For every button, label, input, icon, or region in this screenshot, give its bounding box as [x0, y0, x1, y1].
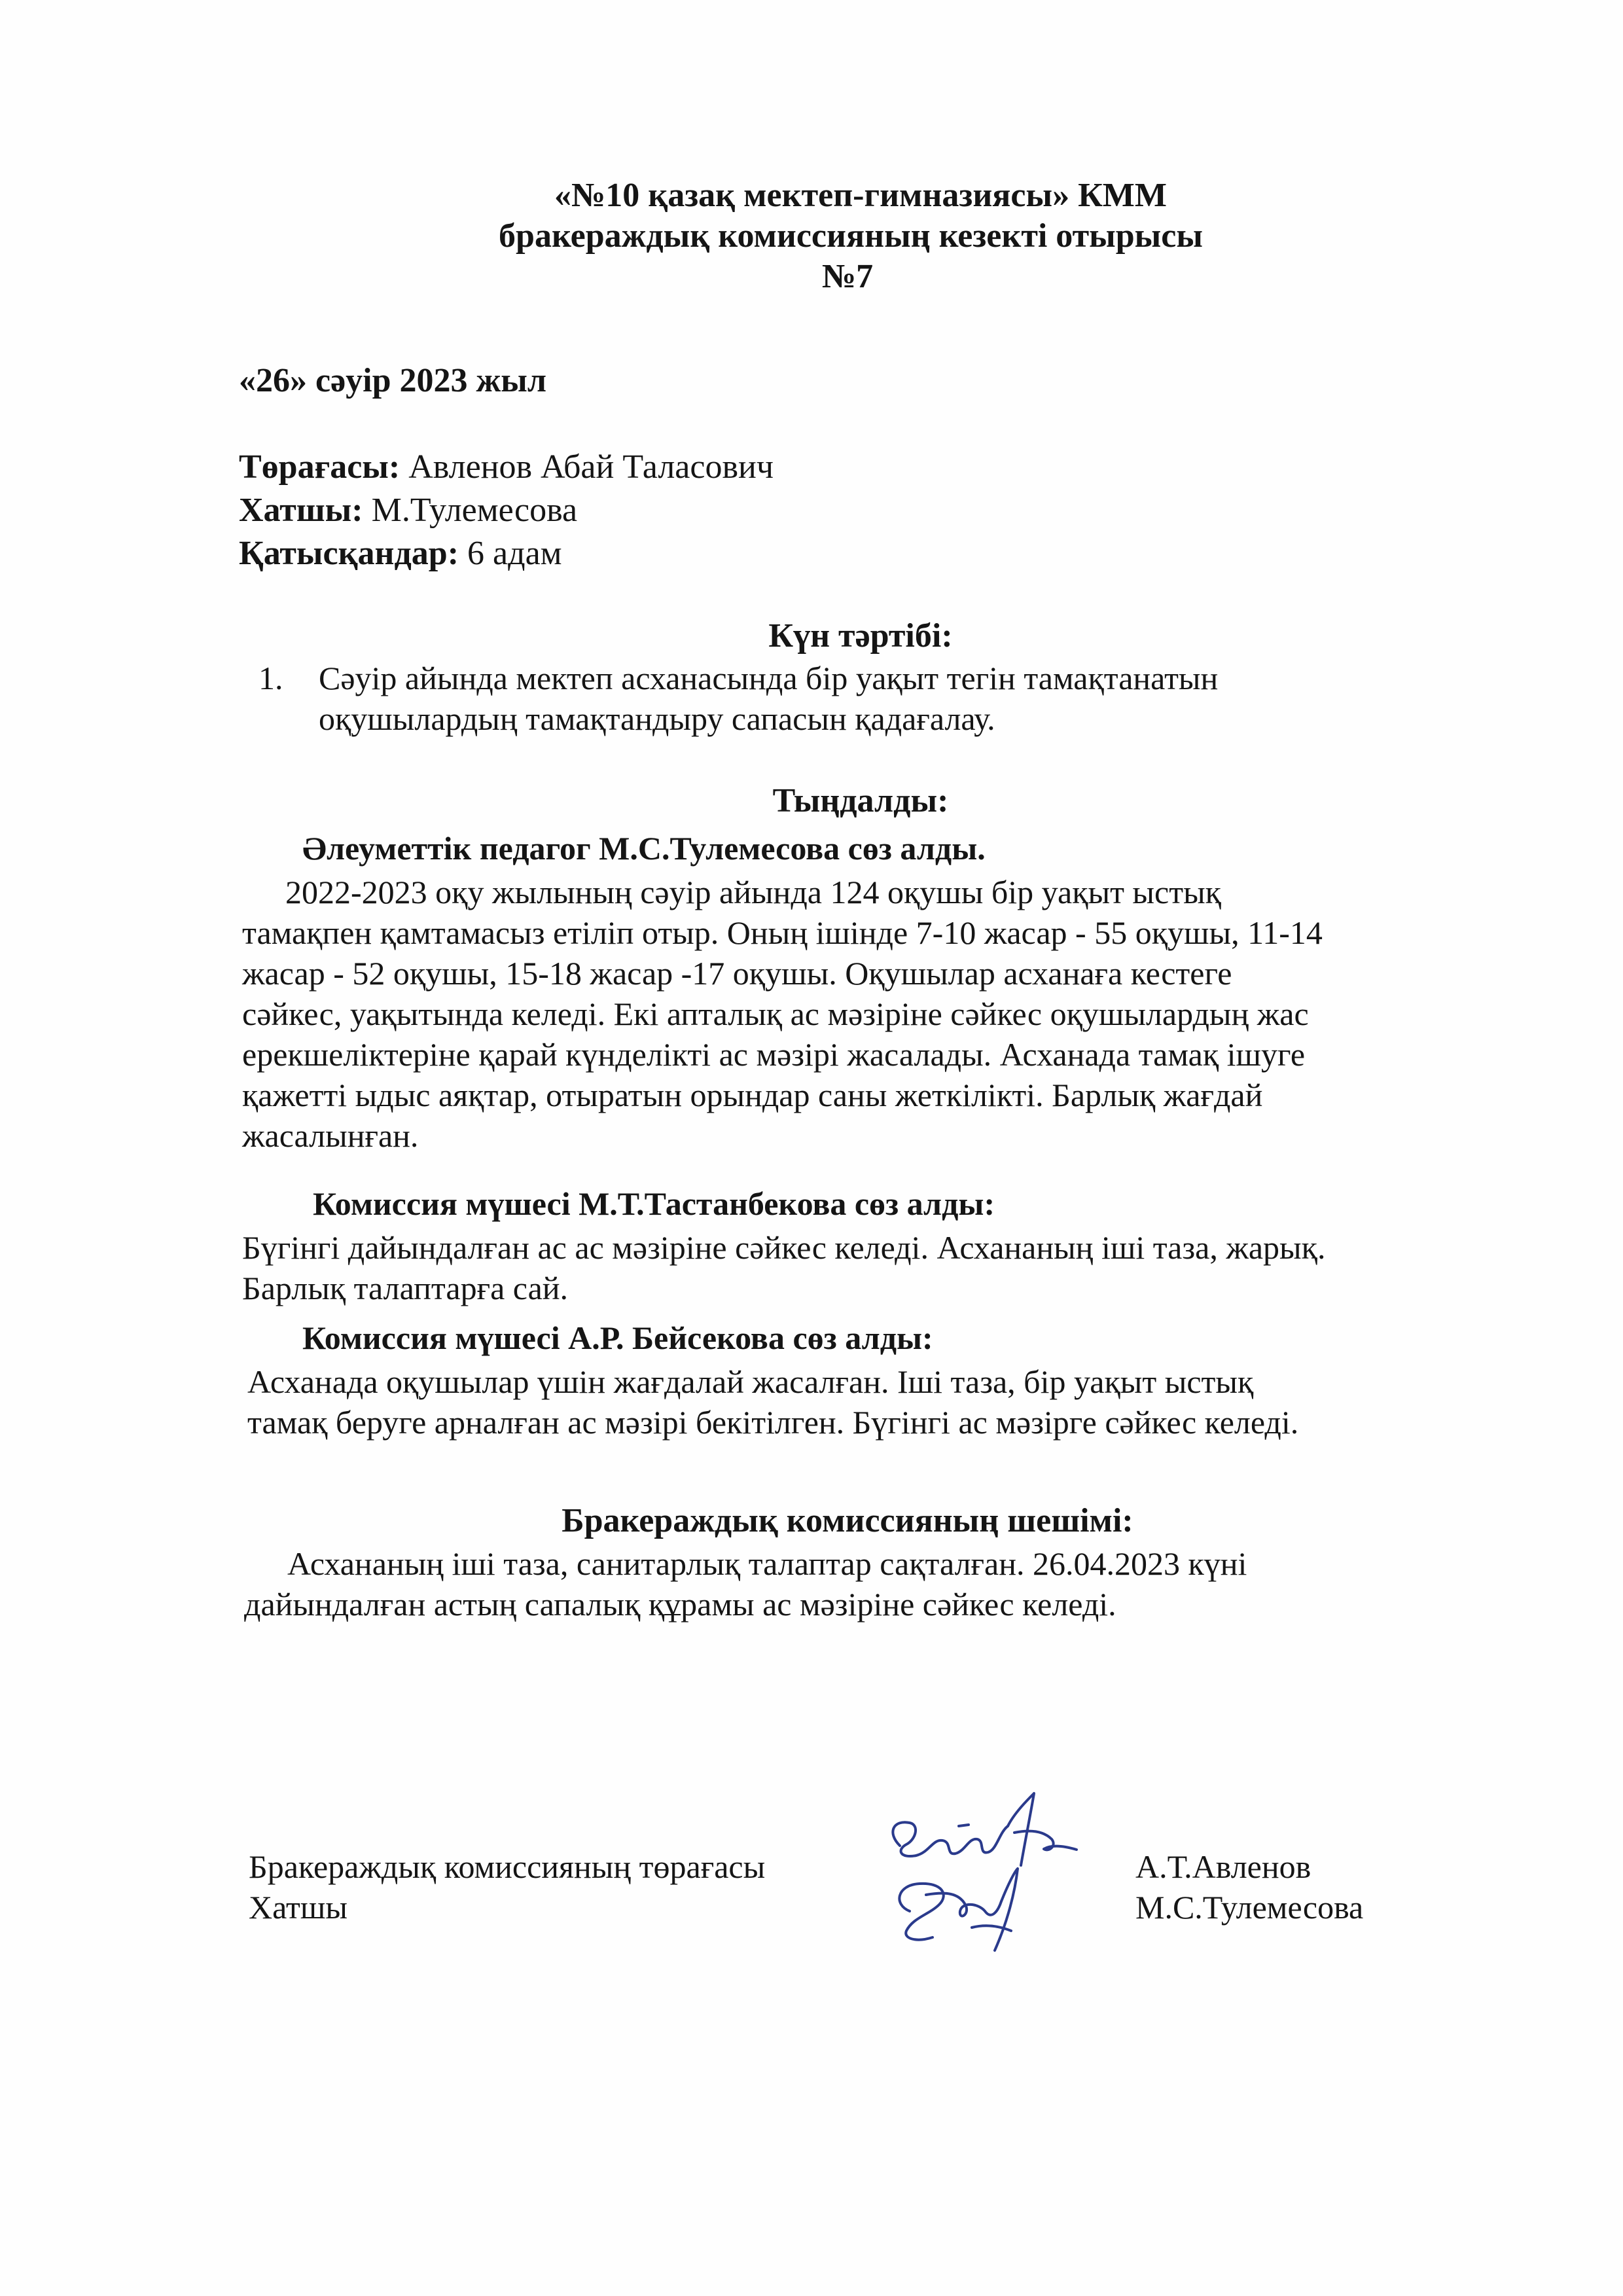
paragraph-line: тамақ беруге арналған ас мәзірі бекітілген. Бүгінгі ас мәзірге сәйкес келеді. [247, 1404, 1299, 1441]
agenda-heading: Күн тәртібі: [768, 617, 953, 655]
secretary-value: М.Тулемесова [371, 492, 578, 529]
secretary-signature-image [887, 1865, 1044, 1957]
paragraph-line: Барлық талаптарға сай. [242, 1270, 569, 1306]
meeting-title: бракераждық комиссияның кезекті отырысы [499, 217, 1203, 255]
heard-heading: Тыңдалды: [772, 782, 949, 819]
agenda-item-text [319, 658, 1218, 739]
paragraph-line: сәйкес, уақытында келеді. Екі апталық ас мәзіріне сәйкес оқушылардың жас [242, 996, 1309, 1032]
meeting-number: №7 [821, 258, 874, 295]
participants-line [239, 533, 562, 575]
agenda-item-line: Сәуір айында мектеп асханасында бір уақыт тегін тамақтанатын [319, 660, 1219, 696]
document-header [0, 175, 1623, 297]
paragraph-line: қажетті ыдыс аяқтар, отыратын орындар саны жеткілікті. Барлық жағдай [242, 1077, 1263, 1113]
participants-value: 6 адам [467, 535, 562, 572]
secretary-name: М.С.Тулемесова [1135, 1889, 1364, 1926]
paragraph-line: 2022-2023 оқу жылының сәуір айында 124 оқушы бір уақыт ыстық [285, 874, 1221, 910]
chair-value: Авленов Абай Таласович [408, 448, 774, 486]
paragraph-line: жасалынған. [242, 1117, 419, 1154]
speaker-title: Комиссия мүшесі А.Р. Бейсекова сөз алды: [302, 1319, 933, 1356]
speaker-title: Комиссия мүшесі М.Т.Тастанбекова сөз алды: [313, 1185, 995, 1222]
chair-name: А.Т.Авленов [1135, 1848, 1311, 1885]
paragraph-line: Бүгінгі дайындалған ас ас мәзіріне сәйкес келеді. Асхананың іші таза, жарық. [242, 1229, 1326, 1266]
paragraph-line: дайындалған астың сапалық құрамы ас мәзіріне сәйкес келеді. [244, 1586, 1116, 1623]
decision-heading: Бракераждық комиссияның шешімі: [562, 1502, 1133, 1539]
paragraph-line: жасар - 52 оқушы, 15-18 жасар -17 оқушы. Оқушылар асханаға кестеге [242, 955, 1232, 992]
organization-title: «№10 қазақ мектеп-гимназиясы» КММ [554, 177, 1167, 214]
chair-line [239, 446, 774, 488]
speaker-text [242, 872, 1323, 1156]
chair-label: Төрағасы: [239, 448, 401, 486]
participants-label: Қатысқандар: [239, 535, 459, 572]
speaker-text [242, 1227, 1325, 1308]
paragraph-line: Асханада оқушылар үшін жағдалай жасалған. Іші таза, бір уақыт ыстық [247, 1363, 1254, 1400]
paragraph-line: тамақпен қамтамасыз етіліп отыр. Оның ішінде 7-10 жасар - 55 оқушы, 11-14 [242, 914, 1323, 951]
secretary-role: Хатшы [249, 1889, 348, 1926]
decision-text [244, 1543, 1247, 1624]
paragraph-line: ерекшеліктеріне қарай күнделікті ас мәзірі жасалады. Асханада тамақ ішуге [242, 1036, 1306, 1073]
secretary-line [239, 490, 577, 531]
chair-role: Бракераждық комиссияның төрағасы [249, 1848, 766, 1885]
meeting-date: «26» сәуір 2023 жыл [239, 362, 547, 399]
paragraph-line: Асхананың іші таза, санитарлық талаптар сақталған. 26.04.2023 күні [287, 1545, 1247, 1582]
secretary-label: Хатшы: [239, 492, 363, 529]
agenda-item-number: 1. [259, 660, 283, 696]
agenda-item-line: оқушылардың тамақтандыру сапасын қадағалау. [319, 700, 995, 737]
speaker-text [247, 1361, 1298, 1443]
speaker-title: Әлеуметтік педагог М.С.Тулемесова сөз алды. [302, 830, 986, 867]
